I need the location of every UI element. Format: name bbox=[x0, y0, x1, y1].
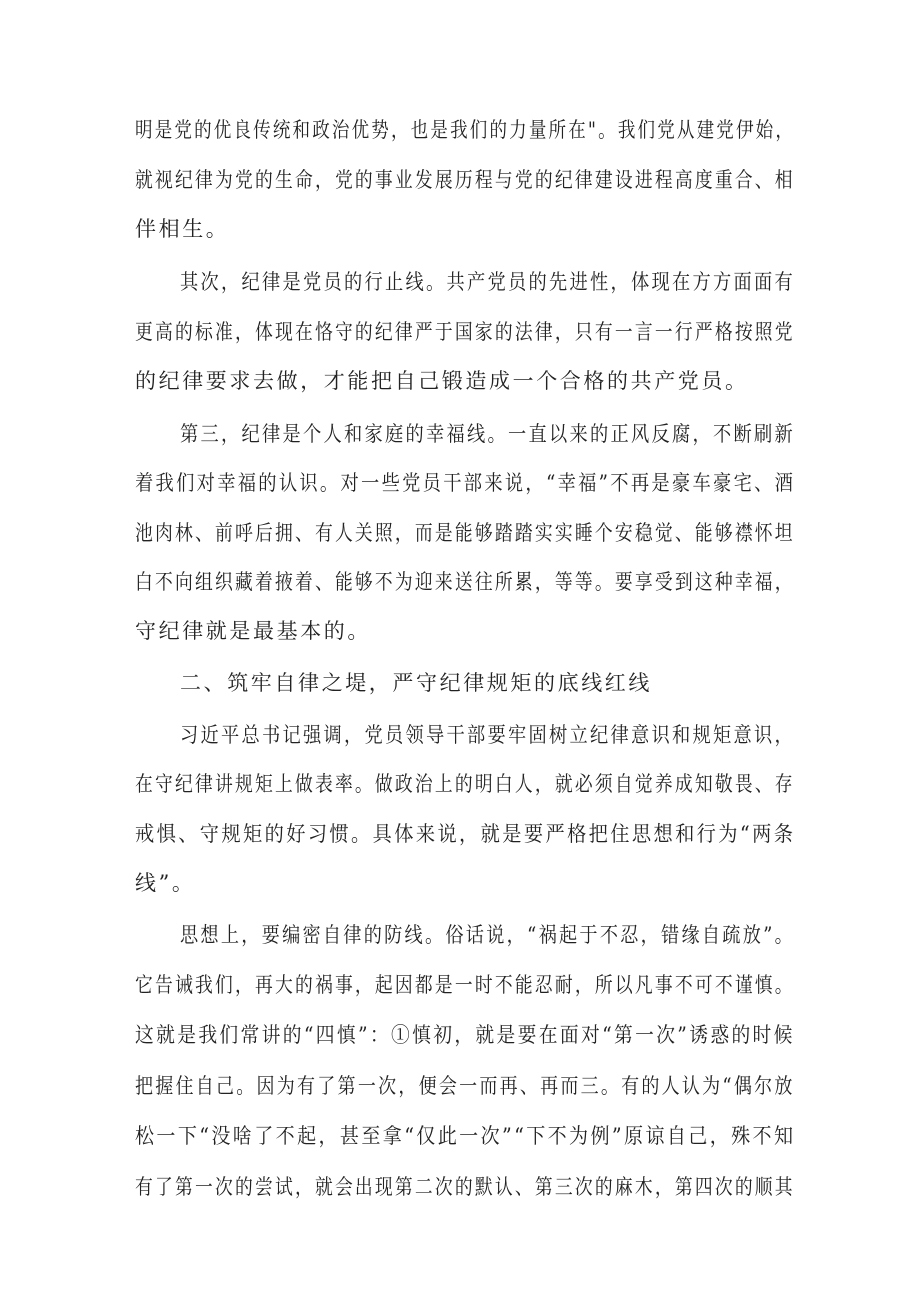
line-text: 明是党的优良传统和政治优势，也是我们的力量所在"。我们党从建党伊始， bbox=[135, 118, 796, 142]
text-line bbox=[0, 509, 920, 557]
line-text: 更高的标准，体现在恪守的纪律严于国家的法律，只有一言一行严格按照党 bbox=[135, 320, 795, 344]
line-text: 的纪律要求去做，才能把自己锻造成一个合格的共产党员。 bbox=[135, 369, 749, 393]
line-text: 它告诫我们，再大的祸事，起因都是一时不能忍耐，所以凡事不可不谨慎。 bbox=[135, 973, 795, 997]
line-text: 伴相生。 bbox=[135, 217, 230, 241]
line-text: 在守纪律讲规矩上做表率。做政治上的明白人，就必须自觉养成知敬畏、存 bbox=[135, 772, 795, 796]
text-line bbox=[0, 258, 920, 306]
text-line bbox=[0, 607, 920, 655]
line-text: 这就是我们常讲的“四慎”：①慎初，就是要在面对“第一次”诱惑的时候 bbox=[135, 1023, 795, 1047]
line-text: 松一下“没啥了不起，甚至拿“仅此一次”“下不为例”原谅自己，殊不知 bbox=[135, 1124, 796, 1148]
text-line bbox=[0, 357, 920, 405]
text-line bbox=[0, 308, 920, 356]
line-text: 思想上，要编密自律的防线。俗话说，“祸起于不忍，错缘自疏放”。 bbox=[180, 923, 796, 947]
line-text: 有了第一次的尝试，就会出现第二次的默认、第三次的麻木，第四次的顺其 bbox=[135, 1175, 795, 1199]
line-text: 其次，纪律是党员的行止线。共产党员的先进性，体现在方方面面有 bbox=[180, 270, 795, 294]
text-line bbox=[0, 711, 920, 759]
text-line bbox=[0, 859, 920, 907]
line-text: 把握住自己。因为有了第一次，便会一而再、再而三。有的人认为“偶尔放 bbox=[135, 1074, 795, 1098]
text-line bbox=[0, 156, 920, 204]
text-line bbox=[0, 961, 920, 1009]
text-line bbox=[0, 410, 920, 458]
text-line bbox=[0, 760, 920, 808]
line-text: 守纪律就是最基本的。 bbox=[135, 619, 371, 643]
text-line bbox=[0, 459, 920, 507]
line-text: 白不向组织藏着掖着、能够不为迎来送往所累，等等。要享受到这种幸福， bbox=[135, 570, 795, 594]
text-line bbox=[0, 911, 920, 959]
text-line bbox=[0, 1011, 920, 1059]
line-text: 池肉林、前呼后拥、有人关照，而是能够踏踏实实睡个安稳觉、能够襟怀坦 bbox=[135, 521, 795, 545]
line-text: 戒惧、守规矩的好习惯。具体来说，就是要严格把住思想和行为“两条 bbox=[135, 822, 796, 846]
text-line bbox=[0, 1112, 920, 1160]
section-heading-text: 二、筑牢自律之堤，严守纪律规矩的底线红线 bbox=[180, 671, 652, 695]
line-text: 第三，纪律是个人和家庭的幸福线。一直以来的正风反腐，不断刷新 bbox=[180, 422, 795, 446]
line-text: 就视纪律为党的生命，党的事业发展历程与党的纪律建设进程高度重合、相 bbox=[135, 168, 795, 192]
text-line bbox=[0, 558, 920, 606]
section-heading bbox=[0, 659, 920, 707]
line-text: 习近平总书记强调，党员领导干部要牢固树立纪律意识和规矩意识， bbox=[180, 723, 795, 747]
text-line bbox=[0, 106, 920, 154]
text-line bbox=[0, 205, 920, 253]
text-line bbox=[0, 1062, 920, 1110]
text-line bbox=[0, 1163, 920, 1211]
line-text: 线”。 bbox=[135, 871, 196, 895]
text-line bbox=[0, 810, 920, 858]
line-text: 着我们对幸福的认识。对一些党员干部来说，“幸福”不再是豪车豪宅、酒 bbox=[135, 471, 796, 495]
